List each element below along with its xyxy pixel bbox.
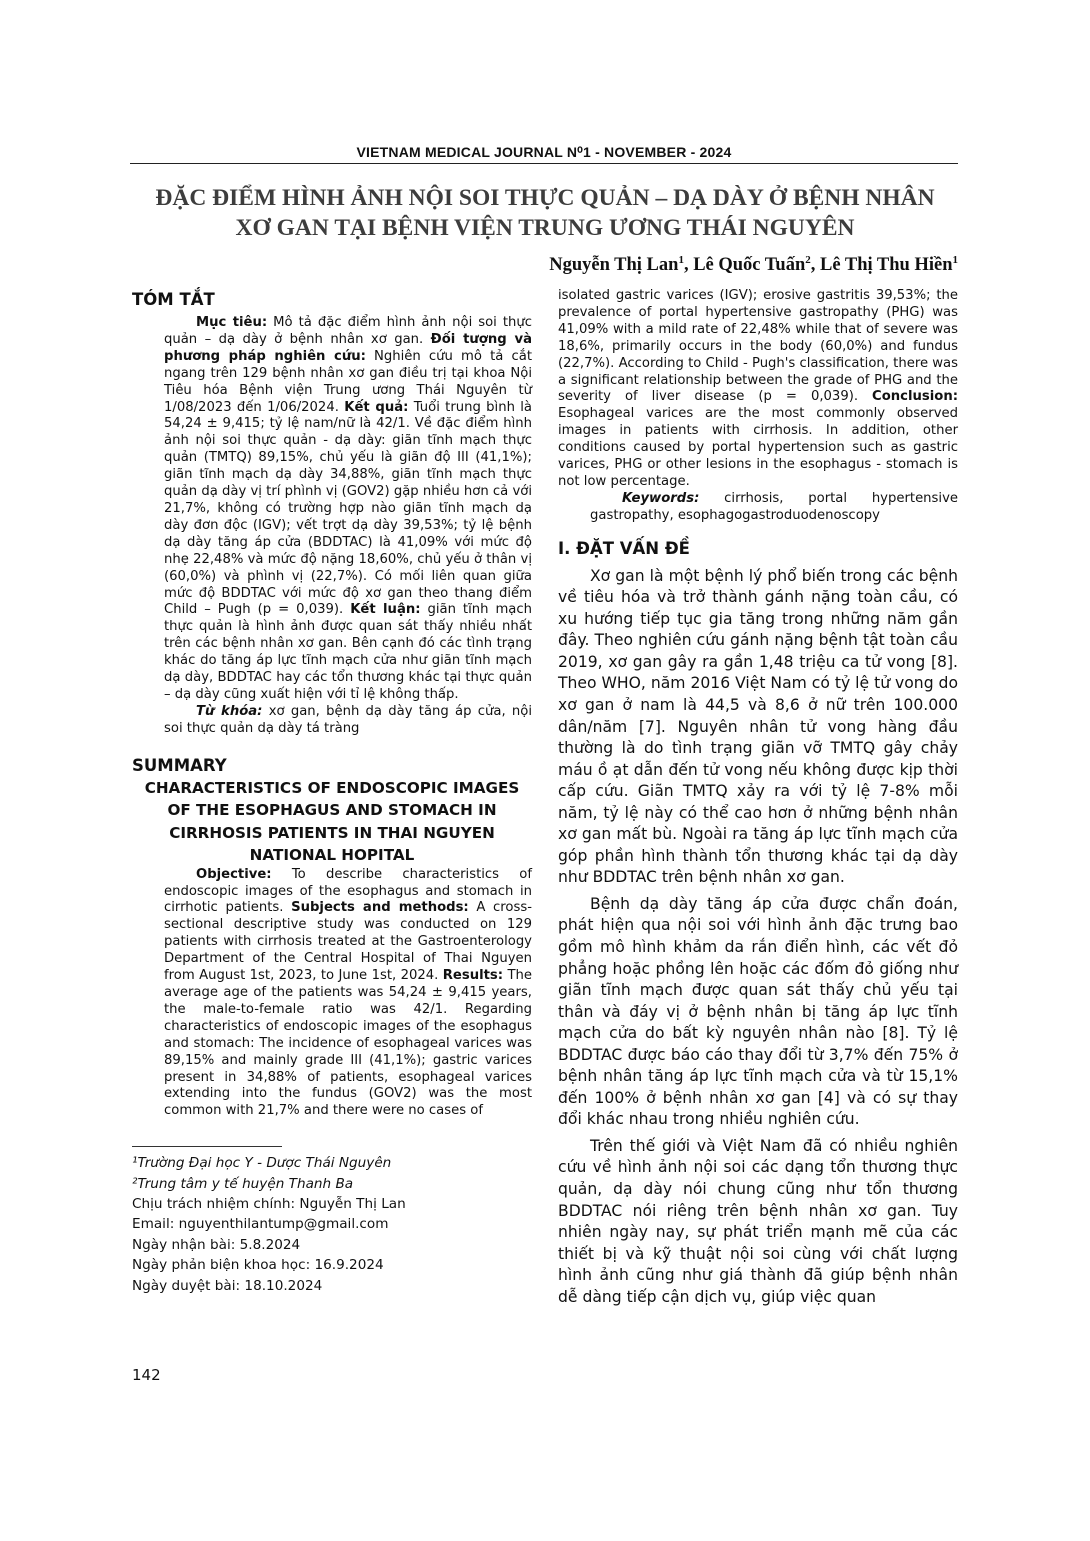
tomtat-abstract: [132, 315, 532, 738]
date-received: Ngày nhận bài: 5.8.2024: [132, 1236, 301, 1253]
intro-paragraph-2: Bệnh dạ dày tăng áp cửa được chẩn đoán, phát hiện qua nội soi với hình ảnh đặc trưng bao gồm mô hình khảm da rắn điển hình, các vết đỏ phẳng hoặc phồng lên hoặc các đốm đỏ giống như giãn tĩnh mạch được quan sát thấy chủ yếu tại thân và đáy vị ở bệnh nhân bị tăng áp lực tĩnh mạch cửa do bất kỳ nguyên nhân nào [8]. Tỷ lệ BDDTAC được báo cáo thay đổi từ 3,7% đến 75% ở bệnh nhân tăng áp lực tĩnh mạch cửa và từ 15,1% đến 100% ở bệnh nhân xơ gan [4] và có sự thay đổi khác nhau trong nhiều nghiên cứu.: [558, 894, 958, 1129]
text-ket-qua: Tuổi trung bình là 54,24 ± 9,415; tỷ lệ nam/nữ là 42/1. Về đặc điểm hình ảnh nội soi thực quản - dạ dày: giãn tĩnh mạch thực quản (TMTQ) 89,15%, chủ yếu là giãn độ III (41,1%); giãn tĩnh mạch dạ dày 34,88%, giãn tĩnh mạch thực quản dạ dày vị trí phình vị (GOV2) gặp nhiều hơn cả với 21,7%, không có trường hợp nào giãn tĩnh mạch dạ dày đơn độc (IGV); vết trợt dạ dày 39,53%; tỷ lệ bệnh dạ dày tăng áp cửa (BDDTAC) là 41,09% với mức độ nhẹ 22,48% và mức độ nặng 18,60%, chủ yếu ở thân vị (60,0%) và phình vị (22,7%). Có mối liên quan giữa mức độ BDDTAC với mức độ xơ gan theo thang điểm Child – Pugh (p = 0,039).: [164, 399, 532, 618]
intro-heading: I. ĐẶT VẤN ĐỀ: [558, 538, 690, 558]
author-affiliation: 2: [805, 254, 811, 266]
intro-paragraph-1: Xơ gan là một bệnh lý phổ biến trong các bệnh về tiêu hóa và trở thành gánh nặng toàn cầu, có xu hướng tiếp tục gia tăng trong những năm gần đây. Theo nghiên cứu gánh nặng bệnh tật toàn cầu 2019, xơ gan gây ra gần 1,48 triệu ca tử vong [8]. Theo WHO, năm 2016 Việt Nam có tỷ lệ tử vong do xơ gan ở nam là 44,5 và 8,6 ở nữ trên 100.000 dân/năm [7]. Nguyên nhân tử vong hàng đầu thường là do tình trạng giãn vỡ TMTQ gây chảy máu ồ ạt dẫn đến tử vong nếu không được kịp thời cấp cứu. Giãn TMTQ xảy ra với tỷ lệ 7-8% mỗi năm, tỷ lệ này có thể cao hơn ở những bệnh nhân xơ gan mất bù. Ngoài ra tăng áp lực tĩnh mạch cửa góp phần hình thành tổn thương khác tại dạ dày như BDDTAC trên bệnh nhân xơ gan.: [558, 566, 958, 887]
label-conclusion: Conclusion:: [872, 389, 958, 405]
text-results-right: isolated gastric varices (IGV); erosive gastritis 39,53%; the prevalence of portal hypertensive gastropathy (PHG) was 41,09% with a mild rate of 22,48% while that of severe was 18,6%, primarily occurs in the body (60,0%) and fundus (22,7%). According to Child - Pugh's classification, there was a significant relationship between the grade of PHG and the severity of liver disease (p = 0,039).: [558, 288, 958, 405]
intro-paragraph-3: Trên thế giới và Việt Nam đã có nhiều nghiên cứu về hình ảnh nội soi các dạng tổn thương thực quản, dạ dày nói chung cũng như tổn thương BDDTAC nói riêng trên bệnh nhân xơ gan. Tuy nhiên ngày nay, sự phát triển mạnh mẽ của các thiết bị và kỹ thuật nội soi cùng với chất lượng hình ảnh cũng như giá thành đã giúp bệnh nhân dễ dàng tiếp cận dịch vụ, giúp việc quan: [558, 1136, 958, 1306]
author-separator: ,: [683, 255, 694, 276]
left-column: [132, 290, 532, 1296]
date-accepted: Ngày duyệt bài: 18.10.2024: [132, 1277, 323, 1294]
header-divider: [130, 163, 958, 164]
text-subjects: A cross-sectional descriptive study was conducted on 129 patients with cirrhosis treated at the Gastroenterology Department of the Central Hospital of Thai Nguyen from August 1st, 2023, to June 1st, 2024.: [164, 900, 533, 984]
date-reviewed: Ngày phản biện khoa học: 16.9.2024: [132, 1257, 384, 1274]
label-objective: Objective:: [196, 866, 272, 882]
author-name: Lê Quốc Tuấn: [693, 255, 806, 276]
journal-header: VIETNAM MEDICAL JOURNAL N⁰1 - NOVEMBER - 2024: [356, 144, 732, 160]
right-column: [558, 288, 958, 1308]
summary-keywords: [558, 491, 958, 525]
author-name: Lê Thị Thu Hiền: [820, 255, 953, 276]
label-keywords: Keywords:: [622, 490, 700, 506]
author-separator: ,: [810, 255, 821, 276]
label-ket-qua: Kết quả:: [344, 399, 409, 415]
label-results: Results:: [442, 968, 504, 984]
text-keywords: cirrhosis, portal hypertensive gastropathy, esophagogastroduodenoscopy: [590, 490, 958, 523]
text-muc-tieu: Mô tả đặc điểm hình ảnh nội soi thực quản – dạ dày ở bệnh nhân xơ gan.: [164, 315, 532, 347]
email: Email: nguyenthilantump@gmail.com: [132, 1216, 389, 1233]
page-number: 142: [132, 1366, 161, 1384]
label-muc-tieu: Mục tiêu:: [196, 315, 268, 330]
text-tu-khoa: xơ gan, bệnh dạ dày tăng áp cửa, nội soi thực quản dạ dày tá tràng: [164, 703, 532, 736]
text-conclusion: Esophageal varices are the most commonly observed images in patients with cirrhosis. In addition, other conditions caused by portal hypertension such as gastric varices, PHG or other lesions in the esophagus - stomach is not low percentage.: [558, 406, 958, 489]
article-title: [120, 183, 970, 243]
label-ket-luan: Kết luận:: [350, 602, 421, 618]
label-doi-tuong: Đối tượng và phương pháp nghiên cứu:: [164, 331, 533, 364]
author-affiliation: 1: [952, 254, 958, 266]
footnotes: [132, 1153, 532, 1296]
summary-abstract-continued: [558, 288, 958, 525]
tomtat-heading: TÓM TẮT: [132, 290, 215, 309]
label-tu-khoa: Từ khóa:: [196, 703, 263, 719]
text-objective: To describe characteristics of endoscopic images of the esophagus and stomach in cirrhotic patients.: [164, 866, 532, 916]
label-subjects: Subjects and methods:: [291, 900, 469, 916]
tomtat-paragraph: [132, 315, 532, 704]
summary-abstract: [132, 867, 532, 1121]
corresponding-author: Chịu trách nhiệm chính: Nguyễn Thị Lan: [132, 1196, 406, 1213]
title-line-2: XƠ GAN TẠI BỆNH VIỆN TRUNG ƯƠNG THÁI NGUYÊN: [235, 215, 855, 241]
affiliation-1: ¹Trường Đại học Y - Dược Thái Nguyên: [132, 1155, 392, 1172]
author-list: [549, 254, 958, 276]
text-doi-tuong: Nghiên cứu mô tả cắt ngang trên 129 bệnh nhân xơ gan điều trị tại khoa Nội Tiêu hóa Bệnh viện Trung ương Thái Nguyên từ 1/08/2023 đến 1/06/2024.: [164, 348, 533, 415]
summary-paragraph-continued: [558, 288, 958, 491]
tomtat-keywords: [132, 704, 532, 738]
title-line-1: ĐẶC ĐIỂM HÌNH ẢNH NỘI SOI THỰC QUẢN – DẠ DÀY Ở BỆNH NHÂN: [155, 185, 935, 211]
summary-heading: SUMMARY: [132, 755, 227, 775]
footnote-divider: [132, 1146, 282, 1147]
summary-paragraph: [132, 867, 532, 1121]
author-affiliation: 1: [678, 254, 684, 266]
summary-title: CHARACTERISTICS OF ENDOSCOPIC IMAGES OF THE ESOPHAGUS AND STOMACH IN CIRRHOSIS PATIENTS IN THAI NGUYEN NATIONAL HOPITAL: [144, 778, 520, 865]
author-name: Nguyễn Thị Lan: [549, 255, 679, 276]
affiliation-2: ²Trung tâm y tế huyện Thanh Ba: [132, 1175, 354, 1192]
text-ket-luan: giãn tĩnh mạch thực quản là hình ảnh được quan sát thấy nhiều nhất trên các bệnh nhân xơ gan. Bên cạnh đó các tình trạng khác do tăng áp lực tĩnh mạch cửa như giãn tĩnh mạch dạ dày, BDDTAC hay các tổn thương khác tại thực quản – dạ dày cũng xuất hiện với tỉ lệ không thấp.: [164, 602, 532, 702]
text-results-left: The average age of the patients was 54,24 ± 9,415 years, the male-to-female ratio was 42/1. Regarding characteristics of endoscopic images of the esophagus and stomach: The incidence of esophageal varices was 89,15% and mainly grade III (41,1%); gastric varices present in 34,88% of patients, esophageal varices extending into the fundus (GOV2) was the most common with 21,7% and there were no cases of: [164, 968, 532, 1119]
